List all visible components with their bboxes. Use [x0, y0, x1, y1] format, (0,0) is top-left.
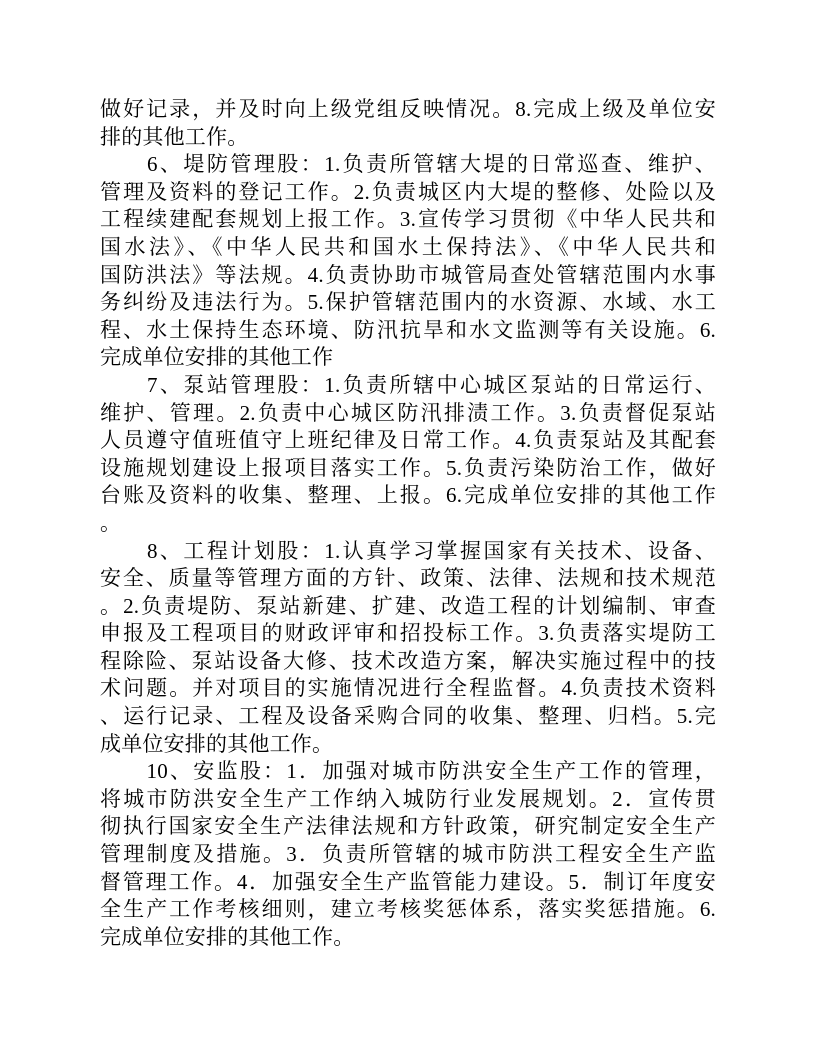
text-line: 台账及资料的收集、整理、上报。6.完成单位安排的其他工作 — [100, 483, 716, 508]
text-line: 务纠纷及违法行为。5.保护管辖范围内的水资源、水域、水工 — [100, 290, 716, 315]
text-line: 10、安监股：1．加强对城市防洪安全生产工作的管理， — [100, 759, 716, 784]
paragraph — [100, 96, 716, 151]
text-line: 工程续建配套规划上报工作。3.宣传学习贯彻《中华人民共和 — [100, 207, 716, 232]
text-line: 、运行记录、工程及设备采购合同的收集、整理、归档。5.完 — [100, 704, 716, 729]
paragraph — [100, 538, 716, 759]
text-line: 彻执行国家安全生产法律法规和方针政策，研究制定安全生产 — [100, 814, 716, 839]
text-line: 6、堤防管理股：1.负责所管辖大堤的日常巡查、维护、 — [100, 152, 716, 177]
text-line: 成单位安排的其他工作。 — [100, 731, 334, 756]
text-line: 设施规划建设上报项目落实工作。5.负责污染防治工作，做好 — [100, 455, 716, 480]
text-line: 。2.负责堤防、泵站新建、扩建、改造工程的计划编制、审查 — [100, 593, 716, 618]
text-line: 申报及工程项目的财政评审和招投标工作。3.负责落实堤防工 — [100, 621, 716, 646]
text-line: 将城市防洪安全生产工作纳入城防行业发展规划。2．宣传贯 — [100, 786, 716, 811]
text-line: 国防洪法》等法规。4.负责协助市城管局查处管辖范围内水事 — [100, 262, 716, 287]
text-line: 安全、质量等管理方面的方针、政策、法律、法规和技术规范 — [100, 566, 716, 591]
text-line: 排的其他工作。 — [100, 124, 249, 149]
paragraph — [100, 372, 716, 538]
text-line: 维护、管理。2.负责中心城区防汛排渍工作。3.负责督促泵站 — [100, 400, 716, 425]
text-line: 术问题。并对项目的实施情况进行全程监督。4.负责技术资料 — [100, 676, 716, 701]
text-line: 7、泵站管理股：1.负责所辖中心城区泵站的日常运行、 — [100, 372, 716, 397]
text-line: 。 — [100, 510, 122, 535]
text-line: 程除险、泵站设备大修、技术改造方案，解决实施过程中的技 — [100, 648, 716, 673]
text-line: 程、水土保持生态环境、防汛抗旱和水文监测等有关设施。6. — [100, 317, 716, 342]
text-line: 做好记录，并及时向上级党组反映情况。8.完成上级及单位安 — [100, 97, 716, 121]
text-line: 8、工程计划股：1.认真学习掌握国家有关技术、设备、 — [100, 538, 716, 563]
text-line: 完成单位安排的其他工作 — [100, 345, 334, 370]
text-line: 全生产工作考核细则，建立考核奖惩体系，落实奖惩措施。6. — [100, 897, 716, 922]
text-line: 完成单位安排的其他工作。 — [100, 924, 355, 949]
document-body — [100, 96, 716, 951]
paragraph — [100, 758, 716, 951]
text-line: 国水法》、《中华人民共和国水土保持法》、《中华人民共和 — [100, 234, 716, 259]
paragraph — [100, 151, 716, 372]
text-line: 人员遵守值班值守上班纪律及日常工作。4.负责泵站及其配套 — [100, 428, 716, 453]
text-line: 管理及资料的登记工作。2.负责城区内大堤的整修、处险以及 — [100, 179, 716, 204]
text-line: 督管理工作。4．加强安全生产监管能力建设。5．制订年度安 — [100, 869, 716, 894]
text-line: 管理制度及措施。3．负责所管辖的城市防洪工程安全生产监 — [100, 842, 716, 867]
